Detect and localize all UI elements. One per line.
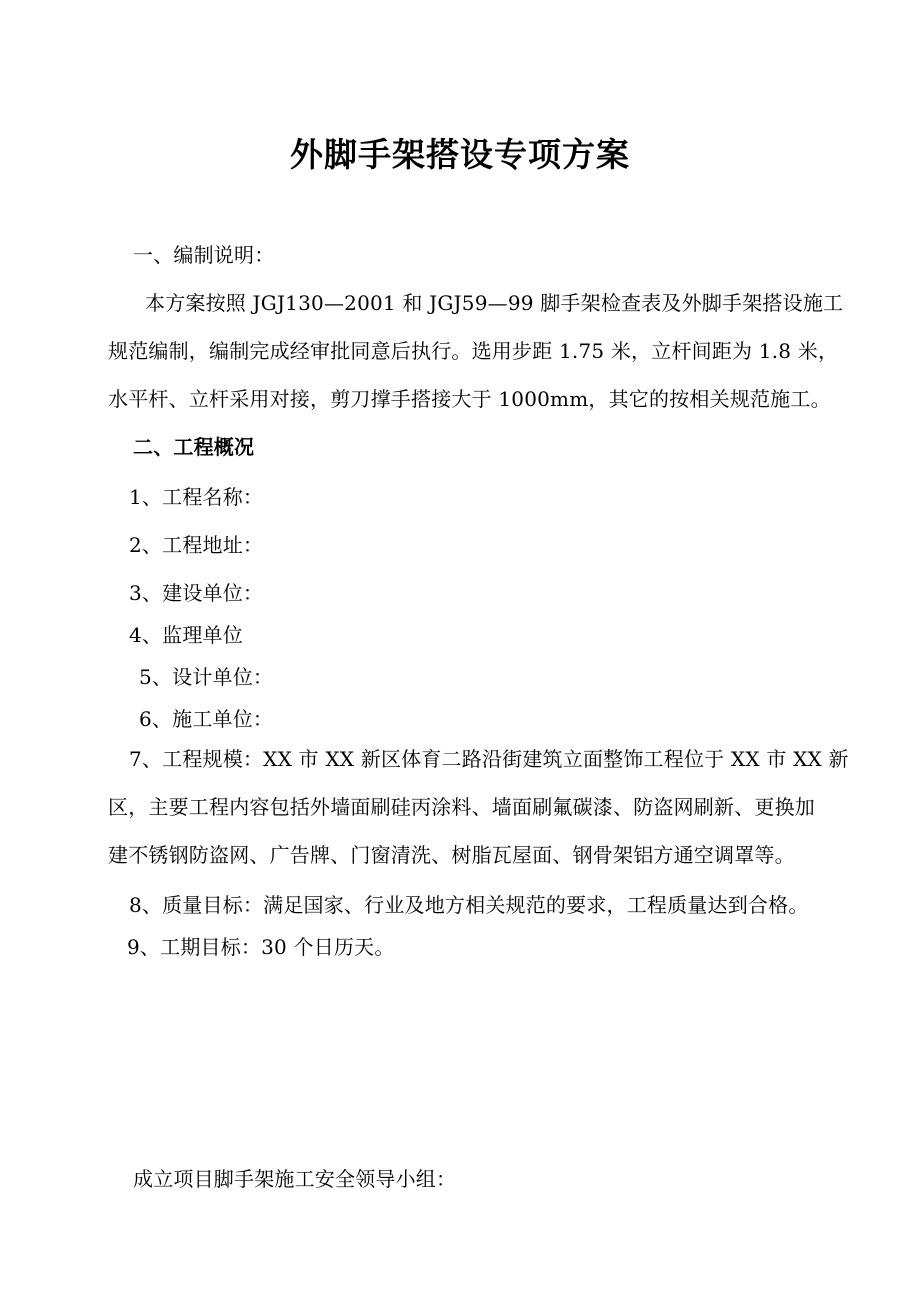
list-item-construction-unit: 3、建设单位： xyxy=(129,581,264,605)
paragraph-line: 7、工程规模：XX 市 XX 新区体育二路沿街建筑立面整饰工程位于 XX 市 XX 新 xyxy=(129,747,849,771)
list-item-schedule-goal: 9、工期目标：30 个日历天。 xyxy=(127,935,395,959)
list-item-project-name: 1、工程名称： xyxy=(129,485,264,509)
list-item-design-unit: 5、设计单位： xyxy=(139,665,274,689)
section-heading-overview: 二、工程概况 xyxy=(133,435,255,459)
list-item-contractor-unit: 6、施工单位： xyxy=(139,707,274,731)
list-item-quality-goal: 8、质量目标：满足国家、行业及地方相关规范的要求，工程质量达到合格。 xyxy=(129,893,809,917)
document-title: 外脚手架搭设专项方案 xyxy=(290,135,630,174)
paragraph-line: 规范编制，编制完成经审批同意后执行。选用步距 1.75 米，立杆间距为 1.8 米， xyxy=(108,339,839,363)
paragraph-line: 水平杆、立杆采用对接，剪刀撑手搭接大于 1000mm，其它的按相关规范施工。 xyxy=(108,387,831,411)
list-item-project-address: 2、工程地址： xyxy=(129,533,264,557)
paragraph-line: 区，主要工程内容包括外墙面刷硅丙涂料、墙面刷氟碳漆、防盗网刷新、更换加 xyxy=(108,795,815,819)
paragraph-line: 本方案按照 JGJ130—2001 和 JGJ59—99 脚手架检查表及外脚手架搭设施工 xyxy=(145,291,844,315)
list-item-supervision-unit: 4、监理单位 xyxy=(129,623,243,647)
paragraph-line: 建不锈钢防盗网、广告牌、门窗清洗、树脂瓦屋面、钢骨架铝方通空调罩等。 xyxy=(108,843,795,867)
safety-group-heading: 成立项目脚手架施工安全领导小组： xyxy=(133,1167,457,1191)
section-heading-compilation: 一、编制说明： xyxy=(133,243,275,267)
